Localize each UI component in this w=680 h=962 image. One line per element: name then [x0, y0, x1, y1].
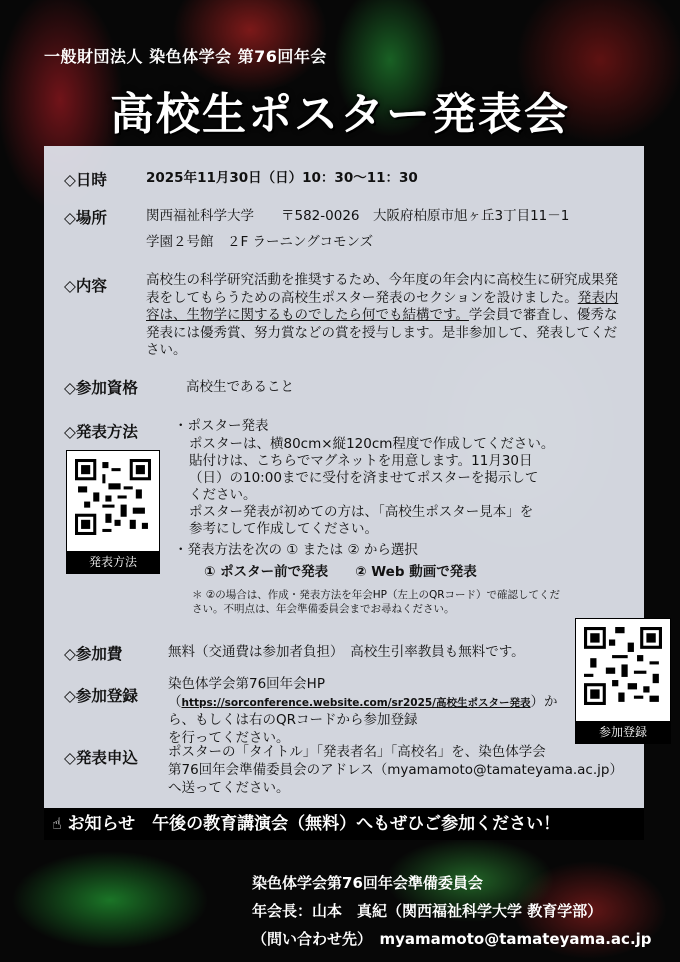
content-text: 高校生の科学研究活動を推奨するため、今年度の年会内に高校生に研究成果発表をしてもらうための高校生ポスター発表のセクションを設けました。発表内容は、生物学に関するものでしたら何でも結構です。学会員で審査し、優秀な発表には優秀賞、努力賞などの賞を授与します。是非参加して、発表してください。: [146, 272, 619, 358]
method-note: ＊ ②の場合は、作成・発表方法を年会HP（左上のQRコード）で確認してくだ: [192, 589, 561, 601]
method-line: ポスター発表が初めての方は、「高校生ポスター見本」を: [189, 504, 534, 520]
method-line: 貼付けは、こちらでマグネットを用意します。11月30日: [189, 453, 533, 469]
application-line: へ送ってください。: [168, 780, 290, 796]
registration-link[interactable]: https://sorconference.website.com/sr2025/高校生ポスター発表: [181, 696, 531, 709]
fee-value: 無料（交通費は参加者負担） 高校生引率教員も無料です。: [168, 644, 525, 660]
organizer-line: 一般財団法人 染色体学会 第76回年会: [44, 47, 327, 66]
notice-text: お知らせ 午後の教育講演会（無料）へもぜひご参加ください！: [67, 814, 561, 834]
place-address: 関西福祉科学大学 〒582-0026 大阪府柏原市旭ヶ丘3丁目11－1: [146, 208, 570, 224]
notice-bar: [44, 808, 644, 840]
method-options: ① ポスター前で発表 ② Web 動画で発表: [204, 564, 477, 580]
date-value: 2025年11月30日（日）10：30〜11：30: [146, 170, 418, 186]
fee-label: ◇参加費: [64, 645, 123, 663]
method-qr-card[interactable]: [66, 450, 160, 574]
method-qr-caption: 発表方法: [67, 551, 159, 573]
method-label: ◇発表方法: [64, 423, 138, 441]
method-line: （日）の10:00までに受付を済ませてポスターを掲示して: [189, 470, 539, 486]
method-line: 参考にして作成してください。: [189, 521, 378, 537]
pointing-hand-icon: ☝: [52, 814, 62, 833]
method-note: さい。不明点は、年会準備委員会までお尋ねください。: [192, 603, 455, 615]
footer-chair: 年会長：山本 真紀（関西福祉科学大学 教育学部）: [252, 902, 603, 920]
method-line: ポスターは、横80cm×縦120cm程度で作成してください。: [189, 436, 555, 452]
qr-code-icon: [584, 627, 662, 705]
registration-qr-caption: 参加登録: [576, 721, 670, 743]
application-line: 第76回年会準備委員会のアドレス（myamamoto@tamateyama.ac.jp）: [168, 762, 623, 778]
footer-contact: （問い合わせ先） myamamoto@tamateyama.ac.jp: [252, 930, 652, 948]
application-label: ◇発表申込: [64, 749, 138, 767]
registration-text: 染色体学会第76回年会HP（https://sorconference.website.com/sr2025/高校生ポスター発表）から、もしくは右のQRコードから参加登録 を行ってください。: [168, 676, 558, 746]
content-label: ◇内容: [64, 277, 107, 295]
qr-code-icon: [75, 459, 151, 535]
application-line: ポスターの「タイトル」「発表者名」「高校名」を、染色体学会: [168, 744, 546, 760]
registration-qr-card[interactable]: [575, 618, 671, 744]
date-label: ◇日時: [64, 171, 107, 189]
place-room: 学園２号館 ２F ラーニングコモンズ: [146, 234, 374, 250]
eligibility-label: ◇参加資格: [64, 379, 138, 397]
eligibility-value: 高校生であること: [186, 379, 294, 395]
page-title: 高校生ポスター発表会: [110, 89, 570, 140]
content-panel: [44, 146, 647, 840]
method-line: ・発表方法を次の ① または ② から選択: [174, 542, 418, 558]
place-label: ◇場所: [64, 209, 107, 227]
registration-label: ◇参加登録: [64, 687, 138, 705]
footer-committee: 染色体学会第76回年会準備委員会: [252, 874, 483, 892]
method-line: ・ポスター発表: [174, 418, 269, 434]
method-line: ください。: [189, 487, 257, 503]
